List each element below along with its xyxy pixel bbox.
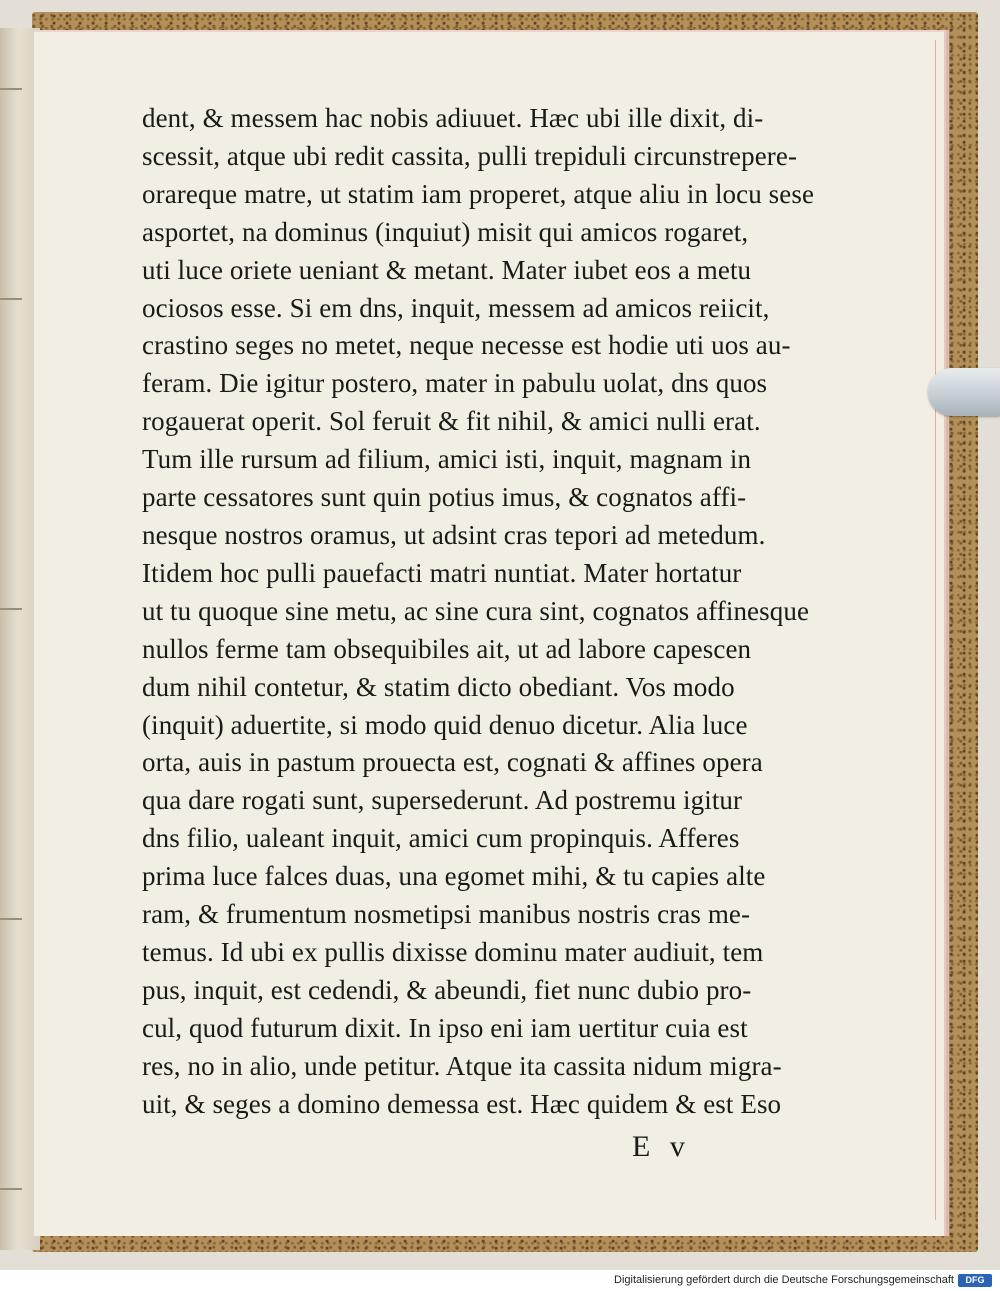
text-line: qua dare rogati sunt, supersederunt. Ad postremu igitur [142, 785, 743, 816]
binding-stitch [0, 918, 22, 920]
text-line: (inquit) aduertite, si modo quid denuo dicetur. Alia luce [142, 709, 748, 740]
text-line: nullos ferme tam obsequibiles ait, ut ad labore capescen [142, 633, 752, 664]
text-line: orta, auis in pastum prouecta est, cognati & affines opera [142, 747, 763, 778]
text-line: uti luce oriete ueniant & metant. Mater iubet eos a metu [142, 254, 752, 285]
text-line: dum nihil contetur, & statim dicto obediant. Vos modo [142, 671, 735, 702]
text-line: crastino seges no metet, neque necesse est hodie uti uos au- [142, 330, 791, 361]
text-line: res, no in alio, unde petitur. Atque ita cassita nidum migra- [142, 1050, 782, 1081]
text-line: uit, & seges a domino demessa est. Hæc quidem & est Eso [142, 1088, 782, 1119]
text-line: orareque matre, ut statim iam properet, atque aliu in locu sese [142, 178, 815, 209]
page-text [142, 100, 815, 1123]
text-line: ram, & frumentum nosmetipsi manibus nostris cras me- [142, 899, 751, 930]
signature-mark: E v [632, 1130, 691, 1163]
binding-stitch [0, 88, 22, 90]
text-line: dns filio, ualeant inquit, amici cum propinquis. Afferes [142, 823, 740, 854]
text-line: ut tu quoque sine metu, ac sine cura sint, cognatos affinesque [142, 595, 810, 626]
text-line: parte cessatores sunt quin potius imus, & cognatos affi- [142, 482, 747, 513]
binding-stitch [0, 298, 22, 300]
binding-stitch [0, 608, 22, 610]
page-turn-tab[interactable] [928, 368, 1000, 416]
text-line: feram. Die igitur postero, mater in pabulu uolat, dns quos [142, 368, 768, 399]
text-line: dent, & messem hac nobis adiuuet. Hæc ubi ille dixit, di- [142, 103, 764, 133]
text-line: nesque nostros oramus, ut adsint cras tepori ad metedum. [142, 519, 766, 550]
dfg-logo-icon: DFG [958, 1274, 992, 1287]
text-line: Tum ille rursum ad filium, amici isti, inquit, magnam in [142, 444, 752, 475]
footer-bar [0, 1271, 1000, 1291]
book-page [34, 30, 949, 1236]
funding-credit: Digitalisierung gefördert durch die Deutsche Forschungsgemeinschaft [614, 1274, 954, 1286]
text-line: temus. Id ubi ex pullis dixisse dominu mater audiuit, tem [142, 936, 764, 967]
text-line: pus, inquit, est cedendi, & abeundi, fiet nunc dubio pro- [142, 974, 752, 1005]
binding-stitch [0, 1188, 22, 1190]
text-line: scessit, atque ubi redit cassita, pulli trepiduli circunstrepere- [142, 140, 798, 171]
text-line: asportet, na dominus (inquiut) misit qui amicos rogaret, [142, 216, 749, 247]
text-line: cul, quod futurum dixit. In ipso eni iam uertitur cuia est [142, 1012, 748, 1043]
page-edge-line [935, 40, 936, 1220]
text-line: ociosos esse. Si em dns, inquit, messem ad amicos reiicit, [142, 292, 770, 323]
text-line: rogauerat operit. Sol feruit & fit nihil, & amici nulli erat. [142, 406, 761, 437]
text-line: Itidem hoc pulli pauefacti matri nuntiat. Mater hortatur [142, 557, 742, 588]
text-line: prima luce falces duas, una egomet mihi, & tu capies alte [142, 861, 766, 892]
